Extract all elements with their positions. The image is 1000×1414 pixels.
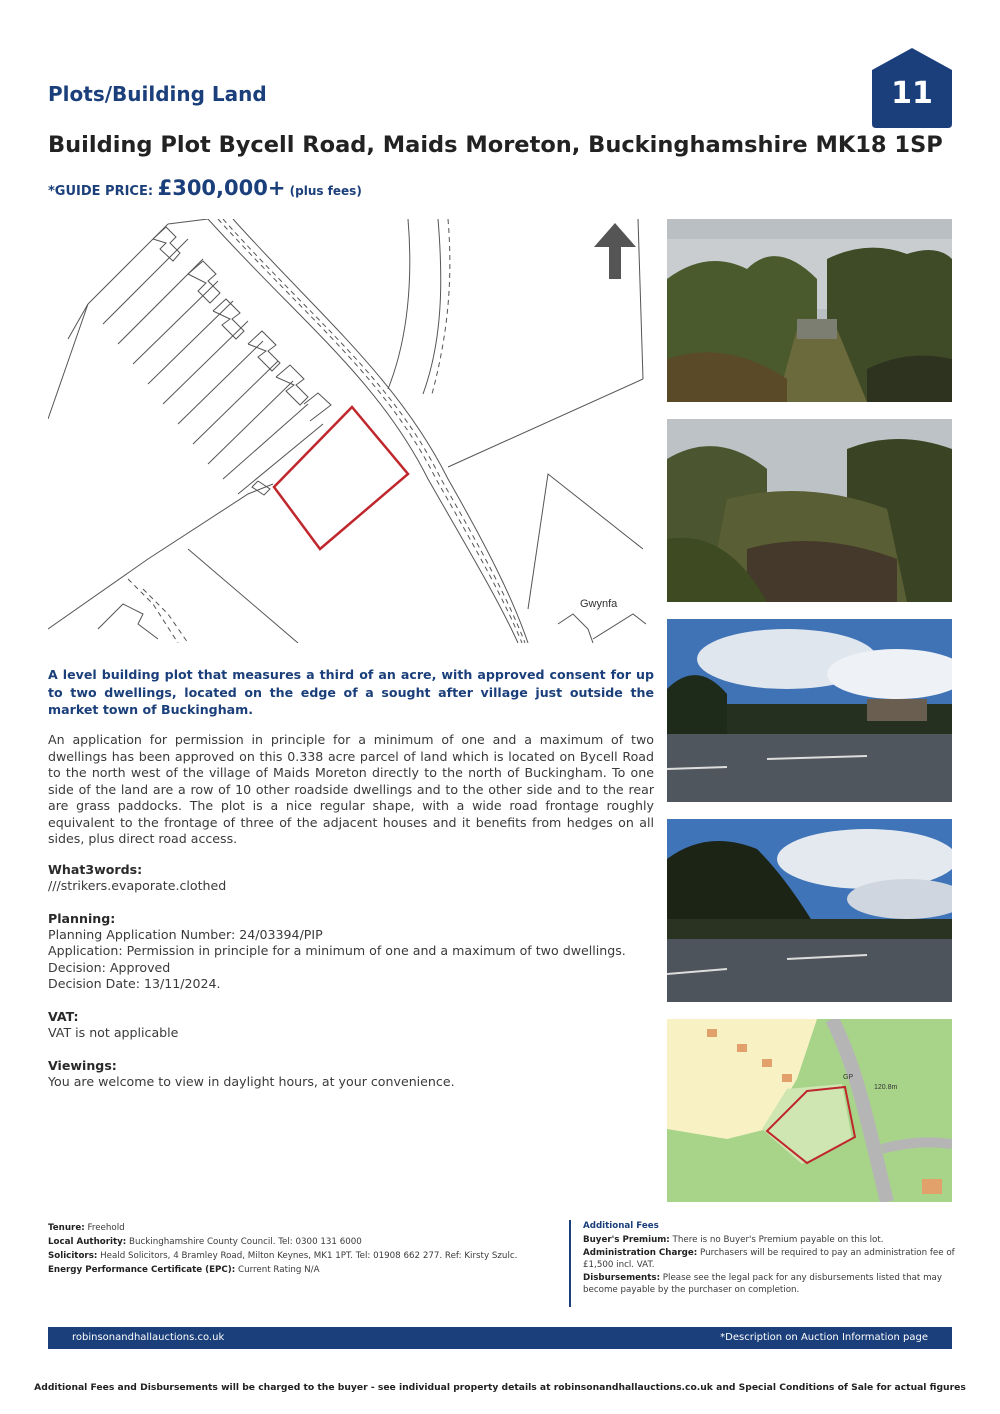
footer-website-link[interactable]: robinsonandhallauctions.co.uk: [72, 1332, 225, 1343]
planning-application-number: Planning Application Number: 24/03394/PIP: [48, 927, 323, 942]
buyers-premium-line: Buyer's Premium: There is no Buyer's Premium payable on this lot.: [583, 1234, 884, 1245]
photo-road-frontage: [667, 619, 952, 802]
property-details: [48, 1221, 558, 1277]
category-heading: Plots/Building Land: [48, 82, 267, 106]
site-plan: [48, 219, 648, 643]
planning-decision-date: Decision Date: 13/11/2024.: [48, 976, 221, 991]
solicitors-line: Solicitors: Heald Solicitors, 4 Bramley Road, Milton Keynes, MK1 1PT. Tel: 01908 662 277. Ref: Kirsty Szulc.: [48, 1251, 518, 1261]
additional-fees-heading: Additional Fees: [583, 1221, 659, 1231]
photo-overgrown-track: [667, 219, 952, 402]
guide-price-label: *GUIDE PRICE:: [48, 184, 158, 199]
house-label-gwynfa: Gwynfa: [580, 598, 618, 610]
lot-number-badge: [872, 48, 952, 128]
site-plan-drawing: [48, 219, 648, 643]
planning-application: Application: Permission in principle for a minimum of one and a maximum of two dwellings.: [48, 943, 626, 958]
guide-price-line: [48, 176, 362, 200]
guide-price-fees: (plus fees): [285, 184, 362, 198]
footer-description-note: *Description on Auction Information page: [720, 1332, 928, 1343]
what3words-value: ///strikers.evaporate.clothed: [48, 878, 227, 893]
tenure-line: Tenure: Freehold: [48, 1223, 125, 1233]
map-label-gp: GP: [843, 1074, 854, 1081]
additional-fees: [583, 1221, 955, 1298]
vat-heading: VAT:: [48, 1009, 79, 1024]
map-label-height: 120.8m: [874, 1084, 898, 1091]
bottom-disclaimer: Additional Fees and Disbursements will be charged to the buyer - see individual property details at robinsonandhallauctions.co.uk and Special Conditions of Sale for actual figures: [34, 1382, 966, 1393]
north-arrow-icon: [594, 223, 636, 279]
planning-decision: Decision: Approved: [48, 960, 171, 975]
viewings-heading: Viewings:: [48, 1058, 117, 1073]
disbursements-line: Disbursements: Please see the legal pack for any disbursements listed that may become payable by the purchaser on completion.: [583, 1273, 943, 1295]
description-paragraph: An application for permission in principle for a minimum of one and a maximum of two dwellings has been approved on this 0.338 acre parcel of land which is located on Bycell Road to the north west of the village of Maids Moreton directly to the north of Buckingham. To one side of the land are a row of 10 other roadside dwellings and to the other side and to the rear are grass paddocks. The plot is a nice regular shape, with a wide road frontage roughly equivalent to the frontage of three of the adjacent houses and it benefits from hedges on all sides, plus direct road access.: [48, 732, 654, 846]
admin-charge-line: Administration Charge: Purchasers will be required to pay an administration fee of £1,500 incl. VAT.: [583, 1248, 955, 1270]
lot-number: 11: [891, 76, 933, 111]
planning-heading: Planning:: [48, 911, 116, 926]
authority-line: Local Authority: Buckinghamshire County Council. Tel: 0300 131 6000: [48, 1237, 362, 1247]
guide-price-value: £300,000+: [157, 176, 286, 200]
footer-bar: [48, 1327, 952, 1349]
details-divider: [569, 1220, 571, 1307]
vat-value: VAT is not applicable: [48, 1025, 179, 1040]
viewings-value: You are welcome to view in daylight hours, at your convenience.: [48, 1074, 455, 1089]
photo-road-view: [667, 819, 952, 1002]
photo-overgrown-plot: [667, 419, 952, 602]
what3words-heading: What3words:: [48, 862, 143, 877]
photo-location-map: [667, 1019, 952, 1202]
intro-paragraph: A level building plot that measures a third of an acre, with approved consent for up to two dwellings, located on the edge of a sought after village just outside the market town of Buckingham.: [48, 667, 654, 717]
property-title: Building Plot Bycell Road, Maids Moreton, Buckinghamshire MK18 1SP: [48, 132, 943, 158]
epc-line: Energy Performance Certificate (EPC): Current Rating N/A: [48, 1265, 320, 1275]
